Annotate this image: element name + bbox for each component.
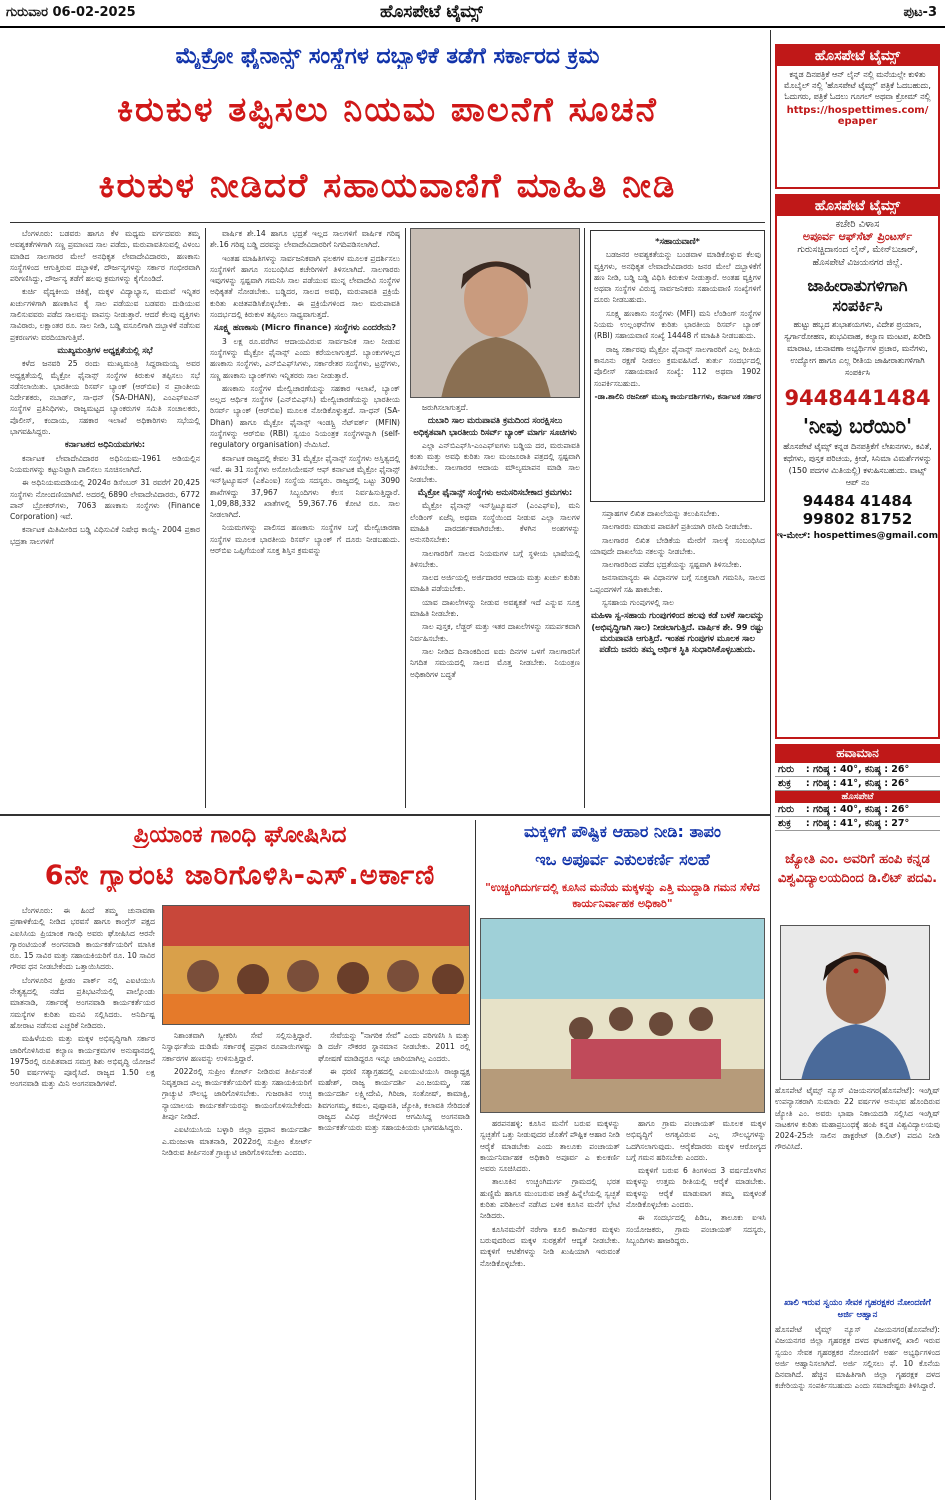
paragraph: 3 ಲಕ್ಷ ರೂ.ವರೆಗಿನ ಆದಾಯವಿರುವ ಸಾರ್ವಜನಿಕ ಸಾಲ ನೀಡುವ ಸಂಸ್ಥೆಗಳನ್ನು ಮೈಕ್ರೋ ಫೈನಾನ್ಸ್ ಎಂದು ಕರೆಯಲಾಗುತ್ತದೆ. ಬ್ಯಾಂಕುಗಳಲ್ಲದ ಹಣಕಾಸು ಸಂಸ್ಥೆಗಳು, ಎನ್‌ಬಿಎಫ್‌ಸಿಗಳು, ಸರ್ಕಾರೇತರ ಸಂಸ್ಥೆಗಳು, ಟ್ರಸ್ಟ್‌ಗಳು, ಸಣ್ಣ ಹಣಕಾಸು ಬ್ಯಾಂಕ್‌ಗಳು ಇನ್ನಿತರರು ಸಾಲ ನೀಡುತ್ತಾರೆ. <box>210 336 400 380</box>
portrait-image <box>411 229 580 398</box>
vacancy-headline: ಖಾಲಿ ಇರುವ ಸ್ವಯಂ ಸೇವಕ ಗೃಹರಕ್ಷಕರ ನೋಂದಣಿಗೆ ಅರ್ಜಿ ಆಹ್ವಾನ <box>784 1298 931 1320</box>
paragraph: ಇಂತಹ ಮಾಹಿತಿಗಳನ್ನು ಸಾರ್ವಜನಿಕವಾಗಿ ಫಲಕಗಳ ಮೂಲಕ ಪ್ರದರ್ಶಿಸಲು ಸಂಸ್ಥೆಗಳಿಗೆ ಹಾಗೂ ಸಂಬಂಧಿಸಿದ ಕಚೇರಿಗಳಿಗೆ ತಿಳಿಸಲಾಗಿದೆ. ಸಾಲಗಾರರು ಇವುಗಳನ್ನು ಸ್ಪಷ್ಟವಾಗಿ ಗಮನಿಸಿ ಸಾಲ ಪಡೆಯುವ ಮುನ್ನ ಲೇವಾದೇವಿ ಸಂಸ್ಥೆಗಳ ಅಧಿಕೃತತೆ ನೋಡಬೇಕು. ಬಡ್ಡಿದರ, ಸಾಲದ ಅವಧಿ, ಮರುಪಾವತಿ ಪ್ರಕ್ರಿಯೆ ಕುರಿತು ಖಚಿತಪಡಿಸಿಕೊಳ್ಳಬೇಕು. ಈ ಪ್ರಕ್ರಿಯೆಗಳಿಂದ ಸಾಲ ಮರುಪಾವತಿ ಸಂದರ್ಭದಲ್ಲಿ ಕಿರುಕುಳ ತಪ್ಪಿಸಲು ಸಾಧ್ಯವಾಗುತ್ತದೆ. <box>210 253 400 320</box>
paragraph: ಮೈಕ್ರೋ ಫೈನಾನ್ಸ್ ಇನ್‌ಸ್ಟಿಟ್ಯೂಷನ್ (ಎಂಎಫ್‌ಐ), ಮನಿ ಲೆಂಡಿಂಗ್ ಏಜೆನ್ಸಿ ಅಥವಾ ಸಂಸ್ಥೆಯಿಂದ ನೀಡುವ ಎಲ್ಲಾ ಸಾಲಗಳ ಮಾಹಿತಿ ಪಾರದರ್ಶಕವಾಗಿರಬೇಕು. ಕೆಳಗಿನ ಅಂಶಗಳನ್ನು ಅನುಸರಿಸಬೇಕು: <box>410 501 580 545</box>
online-box-title: ಹೊಸಪೇಟೆ ಟೈಮ್ಸ್ <box>777 46 938 66</box>
lead-headline-2: ಕಿರುಕುಳ ನೀಡಿದರೆ ಸಹಾಯವಾಣಿಗೆ ಮಾಹಿತಿ ನೀಡಿ <box>98 166 677 206</box>
weather-row <box>775 763 940 777</box>
online-box-text: ಕನ್ನಡ ದಿನಪತ್ರಿಕೆ ಆನ್ ಲೈನ್ ನಲ್ಲಿ ಮನೆಯಲ್ಲೇ ಕುಳಿತು ಮೊಬೈಲ್ ನಲ್ಲಿ 'ಹೊಸಪೇಟೆ ಟೈಮ್ಸ್' ಪತ್ರಿಕೆ ಓದಬಹುದು, ಓದುಗರು, ಪತ್ರಿಕೆ ಓದಲು ಗೂಗಲ್ ಅಥವಾ ಕ್ರೋಮ್ ನಲ್ಲಿ <box>784 70 931 101</box>
paragraph: ಬೆಂಗಳೂರು: ಬಡವರು ಹಾಗೂ ಕೆಳ ಮಧ್ಯಮ ವರ್ಗದವರು ತಮ್ಮ ಅವಶ್ಯಕತೆಗಳಿಗಾಗಿ ಸಣ್ಣ ಪ್ರಮಾಣದ ಸಾಲ ಪಡೆದು, ಮರುಪಾವತಿಸುವಲ್ಲಿ ವಿಳಂಬ ಮಾಡಿದ ಸಾಲಗಾರರ ಮೇಲೆ ಅನಧಿಕೃತ ಲೇವಾದೇವಿದಾರರು, ಹಣಕಾಸು ಸಂಸ್ಥೆಗಳಿಂದ ಆಗುತ್ತಿರುವ ದಬ್ಬಾಳಿಕೆ, ದೌರ್ಜನ್ಯಗಳನ್ನು ಸರ್ಕಾರ ಗಂಭೀರವಾಗಿ ಪರಿಗಣಿಸಿದ್ದು, ದೌರ್ಜನ್ಯ ತಡೆಗೆ ಹಲವು ಕ್ರಮಗಳನ್ನು ಕೈಗೊಂಡಿದೆ. <box>10 229 200 284</box>
page-number: ಪುಟ-3 <box>903 5 937 20</box>
contact-email: ಇ-ಮೇಲ್: hospettimes@gmail.com <box>777 531 938 541</box>
paragraph: ಸಾಲಗಾರರ ಲಿಖಿತ ಬೇಡಿಕೆಯ ಮೇರೆಗೆ ಸಾಲಕ್ಕೆ ಸಂಬಂಧಿಸಿದ ಯಾವುದೇ ದಾಖಲೆಯ ನಕಲನ್ನು ನೀಡಬೇಕು. <box>590 535 765 556</box>
lead-kicker: ಮೈಕ್ರೋ ಫೈನಾನ್ಸ್ ಸಂಸ್ಥೆಗಳ ದಬ್ಬಾಳಿಕೆ ತಡೆಗೆ ಸರ್ಕಾರದ ಕ್ರಮ <box>175 44 600 69</box>
weather-day: ಗುರು <box>775 763 803 777</box>
paragraph: ಎಲ್ಲಾ ಎನ್‌ಬಿಎಫ್‌ಸಿ-ಎಂಎಫ್‌ಐಗಳು ಬಡ್ಡಿಯ ದರ, ಮರುಪಾವತಿ ಕಂತು ಮತ್ತು ಅವಧಿ ಕುರಿತು ಸಾಲ ಮಂಜೂರಾತಿ ಪತ್ರದಲ್ಲಿ ಸ್ಪಷ್ಟವಾಗಿ ತಿಳಿಸಬೇಕು. ಸಾಲಗಾರರ ಆದಾಯ ಮೌಲ್ಯಮಾಪನ ಮಾಡಿ ಸಾಲ ನೀಡಬೇಕು. <box>410 440 580 484</box>
paragraph: ಯಾವ ದಾಖಲೆಗಳನ್ನು ನೀಡುವ ಅವಶ್ಯಕತೆ ಇದೆ ಎನ್ನುವ ಸೂಕ್ತ ಮಾಹಿತಿ ನೀಡಬೇಕು. <box>410 597 580 619</box>
online-edition-box <box>775 44 940 189</box>
write-heading: 'ನೀವು ಬರೆಯಿರಿ' <box>802 414 913 438</box>
protest-image <box>163 906 470 1025</box>
jyothi-text: ಹೊಸಪೇಟೆ ಟೈಮ್ಸ್ ನ್ಯೂಸ್ ವಿಜಯನಗರ(ಹೊಸಪೇಟೆ): ಇಂಗ್ಲಿಷ್ ಉಪನ್ಯಾಸಕರಾಗಿ ಸುಮಾರು 22 ವರ್ಷಗಳ ಅನುಭವ ಹೊಂದಿರುವ ಜ್ಯೋತಿ ಎಂ. ಅವರು ಭಾಷಾ ನಿಕಾಯದಡಿ ಸಲ್ಲಿಸಿದ ಇಂಗ್ಲಿಷ್ ನಾಟಕಗಳ ಕುರಿತು ಮಹಾಪ್ರಬಂಧಕ್ಕೆ ಹಂಪಿ ಕನ್ನಡ ವಿಶ್ವವಿದ್ಯಾಲಯವು 2024-25ನೇ ಸಾಲಿನ ಡಾಕ್ಟರೇಟ್ (ಡಿ.ಲಿಟ್) ಪದವಿ ನೀಡಿ ಗೌರವಿಸಿದೆ. <box>775 1086 940 1152</box>
story3-column-2 <box>626 1118 766 1498</box>
epaper-link[interactable]: epaper <box>837 116 878 127</box>
weather-values: : ಗರಿಷ್ಠ : 40°, ಕನಿಷ್ಠ : 26° <box>803 763 940 777</box>
paragraph: ಮಕ್ಕಳಿಗೆ ಬರುವ 6 ತಿಂಗಳಿಂದ 3 ವರ್ಷದೊಳಗಿನ ಮಕ್ಕಳನ್ನು ಉತ್ತಮ ರೀತಿಯಲ್ಲಿ ಆರೈಕೆ ಮಾಡಬೇಕು. ಮಕ್ಕಳನ್ನು ಆರೈಕೆ ಮಾಡುವಾಗ ತಮ್ಮ ಮಕ್ಕಳಂತೆ ನೋಡಿಕೊಳ್ಳಬೇಕು ಎಂದರು. <box>626 1166 766 1210</box>
paragraph: ಸೂಕ್ಷ್ಮ ಹಣಕಾಸು ಸಂಸ್ಥೆಗಳು (MFI) ಮನಿ ಲೆಂಡಿಂಗ್ ಸಂಸ್ಥೆಗಳ ನಿಯಮ ಉಲ್ಲಂಘನೆಗಳ ಕುರಿತು ಭಾರತೀಯ ರಿಸರ್ವ್ ಬ್ಯಾಂಕ್ (RBI) ಸಹಾಯವಾಣಿ ಸಂಖ್ಯೆ 14448 ಗೆ ಮಾಹಿತಿ ನೀಡಬಹುದು. <box>594 308 761 341</box>
paragraph: ಬೆಂಗಳೂರಿನ ಫ್ರೀಡಂ ಪಾರ್ಕ್ ನಲ್ಲಿ ಎಐಟಿಯುಸಿ ನೇತೃತ್ವದಲ್ಲಿ ನಡೆದ ಪ್ರತಿಭಟನೆಯಲ್ಲಿ ಪಾಲ್ಗೊಂಡು ಮಾತನಾಡಿ, ಸರ್ಕಾರಕ್ಕೆ ಅಂಗನವಾಡಿ ಕಾರ್ಯಕರ್ತೆಯರ ಸಮಸ್ಯೆಗಳ ಕುರಿತು ಮನವಿ ಸಲ್ಲಿಸಿದರು. ಅನಿರ್ದಿಷ್ಟ ಹೋರಾಟ ನಡೆಸುವ ಎಚ್ಚರಿಕೆ ನೀಡಿದರು. <box>10 975 155 1030</box>
paragraph: ರಾಜ್ಯ ಸರ್ಕಾರವು ಮೈಕ್ರೋ ಫೈನಾನ್ಸ್ ಸಾಲಗಾರರಿಗೆ ಎಲ್ಲ ರೀತಿಯ ಕಾನೂನು ರಕ್ಷಣೆ ನೀಡಲು ಕ್ರಮವಹಿಸಿದೆ. ತುರ್ತು ಸಂದರ್ಭದಲ್ಲಿ ಪೊಲೀಸ್ ಸಹಾಯವಾಣಿ ಸಂಖ್ಯೆ: 112 ಅಥವಾ 1902 ಸಂಪರ್ಕಿಸಬಹುದು. <box>594 344 761 388</box>
weather-table-1 <box>775 763 940 791</box>
paragraph: ಹರಪನಹಳ್ಳಿ: ಕೂಸಿನ ಮನೆಗೆ ಬರುವ ಮಕ್ಕಳನ್ನು ಸ್ವಚ್ಛತೆಗೆ ಒತ್ತು ನೀಡುವುದರ ಜೊತೆಗೆ ಪೌಷ್ಟಿಕ ಆಹಾರ ನೀಡಿ ಆರೈಕೆ ಮಾಡಬೇಕು ಎಂದು ತಾಲೂಕು ಪಂಚಾಯತ್ ಕಾರ್ಯನಿರ್ವಾಹಕ ಅಧಿಕಾರಿ ಅಪೂರ್ವ ಎ ಕುಲಕರ್ಣಿ ಅವರು ಸೂಚಿಸಿದರು. <box>480 1119 620 1174</box>
weather-values: : ಗರಿಷ್ಠ : 41°, ಕನಿಷ್ಠ : 27° <box>803 817 940 831</box>
signature: -ಡಾ.ಶಾಲಿನಿ ರಜನೀಶ್ ಮುಖ್ಯ ಕಾರ್ಯದರ್ಶಿಗಳು, ಕರ್ನಾಟಕ ಸರ್ಕಾರ <box>594 391 761 401</box>
paragraph: ಸ್ವಸಹಾಯ ಗುಂಪುಗಳಲ್ಲಿ ಸಾಲ <box>602 598 675 608</box>
paragraph: 2022ರಲ್ಲಿ ಸುಪ್ರೀಂ ಕೋರ್ಟ್ ನೀಡಿರುವ ತೀರ್ಪಿನಂತೆ ನಿವೃತ್ತರಾದ ಎಲ್ಲ ಕಾರ್ಯಕರ್ತೆಯರಿಗೆ ಮತ್ತು ಸಹಾಯಕಿಯರಿಗೆ ಗ್ರಾಚ್ಯುಟಿ ಸೌಲಭ್ಯ ಜಾರಿಗೊಳಿಸಬೇಕು. ಗುಜರಾತಿನ ಉಚ್ಛ ನ್ಯಾಯಾಲಯ ಕಾರ್ಯಕರ್ತೆಯರನ್ನು ಕಾಯಂಗೊಳಿಸಬೇಕೆಂದು ತೀರ್ಪು ನೀಡಿದೆ. <box>162 1066 312 1122</box>
paragraph: ಸಾಲಗಾರರಿಂದ ಪಡೆದ ಭದ್ರತೆಯನ್ನು ಸ್ಪಷ್ಟವಾಗಿ ತಿಳಿಸಬೇಕು. <box>602 560 742 570</box>
weather-row <box>775 817 940 831</box>
paragraph: ಎಐಟಿಯುಸಿಯ ಬಳ್ಳಾರಿ ಜಿಲ್ಲಾ ಪ್ರಧಾನ ಕಾರ್ಯದರ್ಶಿ ಎ.ಮಂಜುಳಾ ಮಾತನಾಡಿ, 2022ರಲ್ಲಿ ಸುಪ್ರೀಂ ಕೋರ್ಟ್ ನೀಡಿರುವ ತೀರ್ಪಿನಂತೆ ಗ್ರಾಚ್ಯುಟಿ ಜಾರಿಗೊಳಿಸಬೇಕು ಎಂದರು. <box>162 1125 312 1157</box>
weather-title: ಹವಾಮಾನ <box>775 744 940 763</box>
subheading: ಕರ್ನಾಟಕದ ಅಧಿನಿಯಮಗಳು: <box>64 439 146 450</box>
ad-box-title: ಹೊಸಪೇಟೆ ಟೈಮ್ಸ್ <box>777 196 938 216</box>
whatsapp-phone-2: 99802 81752 <box>802 510 913 528</box>
paragraph: ಕುರ್ಚಿ ವೈದ್ಯಕೀಯ ಚಿಕಿತ್ಸೆ, ಮಕ್ಕಳ ವಿದ್ಯಾಭ್ಯಾಸ, ಮದುವೆ ಇನ್ನಿತರ ಖರ್ಚುಗಳಿಗಾಗಿ ಹಣಕಾಸಿನ ಕೈ ಸಾಲ ಪಡೆಯುವ ಬಡವರು ದುಡಿಯುವ ಸಾಲಿಸುವವರು ಪಡೆದ ಸಾಲವನ್ನು ವಾಪಸ್ಸು ನೀಡುತ್ತಾರೆ. ಆದರೆ ಕೆಲವು ವ್ಯಕ್ತಿಗಳು ಸಾವಿರಾರು, ಲಕ್ಷಾಂತರ ರೂ. ಸಾಲ ನೀಡಿ, ಬಡ್ಡಿ ವಸೂಲಿಗಾಗಿ ದಬ್ಬಾಳಿಕೆ ನಡೆಸುವ ಪ್ರಕರಣಗಳು ವರದಿಯಾಗುತ್ತಿವೆ. <box>10 287 200 342</box>
weather-table-2 <box>775 803 940 831</box>
paragraph: ಕಳೆದ ಜನವರಿ 25 ರಂದು ಮುಖ್ಯಮಂತ್ರಿ ಸಿದ್ದರಾಮಯ್ಯ ಅವರ ಅಧ್ಯಕ್ಷತೆಯಲ್ಲಿ ಮೈಕ್ರೋ ಫೈನಾನ್ಸ್ ಸಂಸ್ಥೆಗಳ ಕಿರುಕುಳ ತಪ್ಪಿಸಲು ಸಭೆ ನಡೆಸಲಾಯಿತು. ಭಾರತೀಯ ರಿಸರ್ವ್ ಬ್ಯಾಂಕ್ (ಆರ್‌ಬಿಐ) ನ ಪ್ರಾಂತೀಯ ನಿರ್ದೇಶಕರು, ನಬಾರ್ಡ್, ಸಾ-ಧನ್ (SA-DHAN), ಎಂಎಫ್‌ಐಎನ್ ಸಂಸ್ಥೆಗಳ ಪ್ರತಿನಿಧಿಗಳು, ರಾಜ್ಯಮಟ್ಟದ ಬ್ಯಾಂಕರುಗಳ ಸಮಿತಿ ಸಂಚಾಲಕರು, ಪೊಲೀಸ್, ಕಂದಾಯ, ಸಹಕಾರ ಇಲಾಖೆ ಅಧಿಕಾರಿಗಳು ಸಭೆಯಲ್ಲಿ ಭಾಗವಹಿಸಿದ್ದರು. <box>10 359 200 437</box>
story2-column-3 <box>318 1030 470 1495</box>
weather-day: ಶುಕ್ರ <box>775 777 803 791</box>
paragraph: ಸಾಲ ನೀಡಿದ ದಿನಾಂಕದಿಂದ ಐದು ದಿನಗಳ ಒಳಗೆ ಸಾಲಗಾರನಿಗೆ ನಿಗದಿತ ಸಮಯದಲ್ಲಿ ಸಾಲದ ಮೊತ್ತ ನೀಡಬೇಕು. ನಿಯಂತ್ರಣ ಅಧಿಕಾರಿಗಳ ಬದ್ಧತೆ <box>410 646 580 679</box>
subheading: ಮೈಕ್ರೋ ಫೈನಾನ್ಸ್ ಸಂಸ್ಥೆಗಳು ಅನುಸರಿಸಬೇಕಾದ ಕ್ರಮಗಳು: <box>417 487 573 498</box>
paragraph: ಹಣಕಾಸು ಸಂಸ್ಥೆಗಳ ಮೇಲ್ವಿಚಾರಣೆಯನ್ನು ಸಹಕಾರ ಇಲಾಖೆ, ಬ್ಯಾಂಕ್ ಅಲ್ಲದ ಆರ್ಥಿಕ ಸಂಸ್ಥೆಗಳ (ಎನ್‌ಬಿಎಫ್‌ಸಿ) ಮೇಲ್ವಿಚಾರಣೆಯನ್ನು ಭಾರತೀಯ ರಿಸರ್ವ್ ಬ್ಯಾಂಕ್ (ಆರ್‌ಬಿಐ) ಮೂಲಕ ನೋಡಿಕೊಳ್ಳುತ್ತದೆ. ಸಾ-ಧನ್ (SA-Dhan) ಹಾಗೂ ಮೈಕ್ರೋ ಫೈನಾನ್ಸ್ ಇಂಡಸ್ಟ್ರಿ ನೆಟ್‌ವರ್ಕ್ (MFIN) ಸಂಸ್ಥೆಗಳನ್ನು ಆರ್‌ಬಿಐ (RBI) ಸ್ವಯಂ ನಿಯಂತ್ರಕ ಸಂಸ್ಥೆಗಳನ್ನಾಗಿ (self-regulatory organisation) ನೇಮಿಸಿದೆ. <box>210 383 400 450</box>
subheading: ದುಬಾರಿ ಸಾಲ ಮರುಪಾವತಿ ಕ್ರಮದಿಂದ ಸಂರಕ್ಷಿಸಲು ಅಧಿಕೃತವಾಗಿ ಭಾರತೀಯ ರಿಸರ್ವ್ ಬ್ಯಾಂಕ್ ಮಾರ್ಗ ಸೂಚಿಗಳು <box>413 415 577 437</box>
paper-name: ಹೊಸಪೇಟೆ ಟೈಮ್ಸ್ <box>380 2 484 22</box>
paragraph: ಸಾಲದ ಅರ್ಜಿಯಲ್ಲಿ ಅರ್ಜಿದಾರರ ಆದಾಯ ಮತ್ತು ಖರ್ಚು ಕುರಿತು ಮಾಹಿತಿ ಪಡೆಯಬೇಕು. <box>410 573 580 594</box>
lead-column-4 <box>590 508 765 808</box>
write-text: ಹೊಸಪೇಟೆ ಟೈಮ್ಸ್ ಕನ್ನಡ ದಿನಪತ್ರಿಕೆಗೆ ಲೇಖನಗಳು, ಕವಿತೆ, ಕಥೆಗಳು, ಪುಸ್ತಕ ಪರಿಚಯ, ಕ್ರೀಡೆ, ಸಿನಿಮಾ ವಿಮರ್ಶೆಗಳನ್ನು (150 ಪದಗಳ ಮಿತಿಯಲ್ಲಿ) ಕಳುಹಿಸಬಹುದು. ವಾಟ್ಸ್ ಆಪ್ ನಂ <box>783 442 932 487</box>
official-photo <box>410 228 580 398</box>
subheading: ಸೂಕ್ಷ್ಮ ಹಣಕಾಸು (Micro finance) ಸಂಸ್ಥೆಗಳು ಎಂದರೇನು? <box>213 322 397 333</box>
story2-headline-2: 6ನೇ ಗ್ಯಾರಂಟಿ ಜಾರಿಗೊಳಿಸಿ-ಎಸ್.ಅರ್ಕಾಣಿ <box>44 860 436 891</box>
contact-heading: ಸಂಪರ್ಕಿಸಿ <box>832 296 883 315</box>
lead-headline-1: ಕಿರುಕುಳ ತಪ್ಪಿಸಲು ನಿಯಮ ಪಾಲನೆಗೆ ಸೂಚನೆ <box>117 90 658 130</box>
helpline-box <box>590 230 765 502</box>
website-link[interactable]: https://hospettimes.com/ <box>786 105 929 116</box>
protest-photo <box>162 905 470 1025</box>
creche-photo <box>480 918 765 1113</box>
subheading: *ಸಹಾಯವಾಣಿ* <box>655 236 700 246</box>
lead-column-3 <box>410 402 580 808</box>
masthead <box>0 0 945 28</box>
printers-name: ಅಪೂರ್ವ ಆಫ್‌ಸೆಟ್ ಪ್ರಿಂಟರ್ಸ್ <box>802 230 913 243</box>
whatsapp-phone-1: 94484 41484 <box>802 492 913 510</box>
paragraph: ಸಪ್ತಾಹಗಳ ಲಿಖಿತ ದಾಖಲೆಯನ್ನು ತಲುಪಿಸಬೇಕು. <box>602 509 720 518</box>
story2-column-1 <box>10 905 155 1495</box>
story3-subhead: "ಉಚ್ಚಂಗಿದುರ್ಗದಲ್ಲಿ ಕೂಸಿನ ಮನೆಯ ಮಕ್ಕಳನ್ನು ಎತ್ತಿ ಮುದ್ದಾಡಿ ಗಮನ ಸೆಳೆದ ಕಾರ್ಯನಿರ್ವಾಹಕ ಅಧಿಕಾರಿ" <box>485 881 760 910</box>
paragraph: ಈ ಅಧಿನಿಯಮದಡಿಯಲ್ಲಿ 2024ರ ಡಿಸೆಂಬರ್ 31 ರವರೆಗೆ 20,425 ಸಂಸ್ಥೆಗಳು ನೋಂದಣಿಯಾಗಿವೆ. ಅದರಲ್ಲಿ 6890 ಲೇವಾದೇವಿದಾರರು, 6772 ಪಾನ್ ಬ್ರೋಕರ್‌ಗಳು, 7063 ಹಣಕಾಸು ಸಂಸ್ಥೆಗಳು (Finance Corporation) ಇವೆ. <box>10 478 200 522</box>
vacancy-text: ಹೊಸಪೇಟೆ ಟೈಮ್ಸ್ ನ್ಯೂಸ್ ವಿಜಯನಗರ(ಹೊಸಪೇಟೆ): ವಿಜಯನಗರ ಜಿಲ್ಲಾ ಗೃಹರಕ್ಷಕ ದಳದ ಘಟಕಗಳಲ್ಲಿ ಖಾಲಿ ಇರುವ ಸ್ವಯಂ ಸೇವಕ ಗೃಹರಕ್ಷಕರ ನೋಂದಣಿಗೆ ಅರ್ಹ ಅಭ್ಯರ್ಥಿಗಳಿಂದ ಅರ್ಜಿ ಆಹ್ವಾನಿಸಲಾಗಿದೆ. ಅರ್ಜಿ ಸಲ್ಲಿಸಲು ಫೆ. 10 ಕೊನೆಯ ದಿನವಾಗಿದೆ. ಹೆಚ್ಚಿನ ಮಾಹಿತಿಗಾಗಿ ಜಿಲ್ಲಾ ಗೃಹರಕ್ಷಕ ದಳದ ಕಚೇರಿಯನ್ನು ಸಂಪರ್ಕಿಸಬಹುದು ಎಂದು ಸಮಾದೇಷ್ಟರು ತಿಳಿಸಿದ್ದಾರೆ. <box>775 1325 940 1391</box>
ad-contact-box <box>775 194 940 739</box>
paragraph: ಈ ಸಂದರ್ಭದಲ್ಲಿ ಪಿಡಿಒ, ತಾಲೂಕು ಐಇಸಿ ಸಂಯೋಜಕರು, ಗ್ರಾಮ ಪಂಚಾಯತ್ ಸದಸ್ಯರು, ಸಿಬ್ಬಂದಿಗಳು ಹಾಜರಿದ್ದರು. <box>626 1213 766 1245</box>
office-label: ಕಚೇರಿ ವಿಳಾಸ <box>835 219 880 230</box>
paragraph: ಸೇವೆಯನ್ನು "ನಾಗರಿಕ ಸೇವೆ" ಎಂದು ಪರಿಗಣಿಸಿ ಸಿ ಮತ್ತು ಡಿ ದರ್ಜೆ ನೌಕರರ ಸ್ಥಾನಮಾನ ನೀಡಬೇಕು. 2011 ರಲ್ಲಿ ಘೋಷಣೆ ಮಾಡಿದ್ದರೂ ಇನ್ನೂ ಜಾರಿಯಾಗಿಲ್ಲ ಎಂದರು. <box>318 1031 470 1063</box>
paragraph: ಬೆಂಗಳೂರು: ಈ ಹಿಂದೆ ತಮ್ಮ ಚುನಾವಣಾ ಪ್ರಣಾಳಿಕೆಯಲ್ಲಿ ನೀಡಿದ ಭರವಸೆ ಹಾಗೂ ಕಾಂಗ್ರೆಸ್ ಪಕ್ಷದ ಎಐಸಿಸಿಯ ಪ್ರಿಯಾಂಕ ಗಾಂಧಿ ಅವರು ಘೋಷಿಸಿದ ಆರನೇ ಗ್ಯಾರಂಟಿಯಂತೆ ಅಂಗನವಾಡಿ ಕಾರ್ಯಕರ್ತೆಯರಿಗೆ ಮಾಸಿಕ ರೂ. 15 ಸಾವಿರ ಮತ್ತು ಸಹಾಯಕಿಯರಿಗೆ ರೂ. 10 ಸಾವಿರ ಗೌರವ ಧನ ನೀಡಬೇಕೆಂದು ಒತ್ತಾಯಿಸಿದರು. <box>10 906 155 972</box>
paragraph: ಕರ್ನಾಟಕ ಮಿತಿಮೀರಿದ ಬಡ್ಡಿ ವಿಧಿಸುವಿಕೆ ನಿಷೇಧ ಕಾಯ್ದೆ- 2004 ಪ್ರಕಾರ ಭದ್ರತಾ ಸಾಲಗಳಿಗೆ <box>10 525 200 546</box>
weather-row <box>775 803 940 817</box>
paragraph: ನಿಶಾಂತವಾಗಿ ಸ್ವೀಕರಿಸಿ ಸೇವೆ ಸಲ್ಲಿಸುತ್ತಿದ್ದಾರೆ. ನಿಸ್ವಾರ್ಥತೆಯ ದುಡಿಮೆ ಸರ್ಕಾರಕ್ಕೆ ಪ್ರಧಾನ ರೂಪಾಯಿಗಳಷ್ಟು ಸರ್ಕಾರಗಳ ಹಣವನ್ನು ಉಳಿಸುತ್ತಿದ್ದಾರೆ. <box>162 1031 312 1063</box>
paragraph: ಜನಸಾಮಾನ್ಯರು ಈ ವಿಧಾನಗಳ ಬಗ್ಗೆ ಸೂಕ್ತವಾಗಿ ಗಮನಿಸಿ, ಸಾಲದ ಒಪ್ಪಂದಗಳಿಗೆ ಸಹಿ ಹಾಕಬೇಕು. <box>590 573 765 594</box>
weather-values: : ಗರಿಷ್ಠ : 41°, ಕನಿಷ್ಠ : 26° <box>803 777 940 791</box>
jyothi-photo <box>780 925 930 1080</box>
paragraph: ಕರ್ನಾಟಕ ಲೇವಾದೇವಿದಾರರ ಅಧಿನಿಯಮ-1961 ಅಡಿಯಲ್ಲಿನ ನಿಯಮಗಳನ್ನು ಕಟ್ಟುನಿಟ್ಟಾಗಿ ಪಾಲಿಸಲು ಸೂಚಿಸಲಾಗಿದೆ. <box>10 453 200 474</box>
weather-title-2: ಹೊಸಪೇಟೆ <box>775 791 940 803</box>
subheading: ಮಹಿಳಾ ಸ್ವ-ಸಹಾಯ ಗುಂಪುಗಳಿಂದ ಹಲವು ಕಡೆ ಬಳಕೆ ಸಾಲವನ್ನು (ಅಭಿವೃದ್ಧಿಗಾಗಿ ಸಾಲ) ನೀಡಲಾಗುತ್ತಿದೆ. ವಾರ್ಷಿಕ ಶೇ. 99 ರಷ್ಟು ಮರುಪಾವತಿ ಆಗುತ್ತಿದೆ. ಇಂತಹ ಗುಂಪುಗಳ ಮೂಲಕ ಸಾಲ ಪಡೆದು ಜನರು ತಮ್ಮ ಆರ್ಥಿಕ ಸ್ಥಿತಿ ಸುಧಾರಿಸಿಕೊಳ್ಳಬಹುದು. <box>590 610 765 655</box>
story2-column-2 <box>162 1030 312 1495</box>
paragraph: ಕರ್ನಾಟಕ ರಾಜ್ಯದಲ್ಲಿ ಕೇವಲ 31 ಮೈಕ್ರೋ ಫೈನಾನ್ಸ್ ಸಂಸ್ಥೆಗಳು ಅಸ್ತಿತ್ವದಲ್ಲಿ ಇವೆ. ಈ 31 ಸಂಸ್ಥೆಗಳು ಅಸೋಸಿಯೇಷನ್ ಆಫ್ ಕರ್ನಾಟಕ ಮೈಕ್ರೋ ಫೈನಾನ್ಸ್ ಇನ್‌ಸ್ಟಿಟ್ಯೂಷನ್ (ಎಕೆಎಂಐ) ಸಂಸ್ಥೆಯ ಸದಸ್ಯರು. ರಾಜ್ಯದಲ್ಲಿ ಒಟ್ಟು 3090 ಶಾಖೆಗಳಿದ್ದು 37,967 ಸಿಬ್ಬಂದಿಗಳು ಕೆಲಸ ನಿರ್ವಹಿಸುತ್ತಿದ್ದಾರೆ. 1,09,88,332 ಖಾತೆಗಳಲ್ಲಿ 59,367.76 ಕೋಟಿ ರೂ. ಸಾಲ ನೀಡಲಾಗಿದೆ. <box>210 453 400 520</box>
subheading: ಮುಖ್ಯಮಂತ್ರಿಗಳ ಅಧ್ಯಕ್ಷತೆಯಲ್ಲಿ ಸಭೆ <box>57 344 153 355</box>
paragraph: ಸಾಲಗಾರರಿಗೆ ಸಾಲದ ನಿಯಮಗಳ ಬಗ್ಗೆ ಸ್ಥಳೀಯ ಭಾಷೆಯಲ್ಲಿ ತಿಳಿಸಬೇಕು. <box>410 548 580 569</box>
paragraph: ಸಾಲ ಪುಸ್ತಕ, ಲೆಡ್ಜರ್ ಮತ್ತು ಇತರ ದಾಖಲೆಗಳನ್ನು ಸಮರ್ಪಕವಾಗಿ ನಿರ್ವಹಿಸಬೇಕು. <box>410 622 580 643</box>
creche-image <box>481 919 765 1113</box>
issue-date: ಗುರುವಾರ 06-02-2025 <box>6 5 136 20</box>
lead-column-2 <box>210 228 400 808</box>
paragraph: ಹಾಗೂ ಗ್ರಾಮ ಪಂಚಾಯತ್ ಮೂಲಕ ಮಕ್ಕಳ ಅಭಿವೃದ್ಧಿಗೆ ಅಗತ್ಯವಿರುವ ಎಲ್ಲ ಸೌಲಭ್ಯಗಳನ್ನು ಒದಗಿಸಲಾಗುವುದು. ಆರೈಕೆದಾರರು ಮಕ್ಕಳ ಆರೋಗ್ಯದ ಬಗ್ಗೆ ಗಮನ ಹರಿಸಬೇಕು ಎಂದರು. <box>626 1119 766 1162</box>
lead-column-1 <box>10 228 200 808</box>
weather-day: ಗುರು <box>775 803 803 817</box>
story3-headline-1: ಮಕ್ಕಳಿಗೆ ಪೌಷ್ಟಿಕ ಆಹಾರ ನೀಡಿ: ತಾಪಂ <box>524 822 721 841</box>
paragraph: ಸಾಲಗಾರರು ಮಾಡುವ ಪಾವತಿಗೆ ಪ್ರತಿಯಾಗಿ ರಸೀದಿ ನೀಡಬೇಕು. <box>602 522 753 532</box>
jyothi-headline: ಜ್ಯೋತಿ ಎಂ. ಅವರಿಗೆ ಹಂಪಿ ಕನ್ನಡ ವಿಶ್ವವಿದ್ಯಾಲಯದಿಂದ ಡಿ.ಲಿಟ್ ಪದವಿ. <box>777 852 938 886</box>
paragraph: ಈ ಧರಣಿ ಸತ್ಯಾಗ್ರಹದಲ್ಲಿ ಎಐಯುಟಿಯುಸಿ ರಾಜ್ಯಾಧ್ಯಕ್ಷ ಮಹೇಶ್, ರಾಜ್ಯ ಕಾರ್ಯದರ್ಶಿ ಎಂ.ಜಯಮ್ಮ, ಸಹ ಕಾರ್ಯದರ್ಶಿ ಲಕ್ಷ್ಮೀದೇವಿ, ಗಿರಿಜಾ, ಸಂತೋಷ್, ಕಾಮಾಕ್ಷಿ, ಶಿವಗಂಗಮ್ಮ, ಕಮಲ, ಪುಷ್ಪಾವತಿ, ಜ್ಯೋತಿ, ಕಲಾವತಿ ಸೇರಿದಂತೆ ರಾಜ್ಯದ ವಿವಿಧ ಜಿಲ್ಲೆಗಳಿಂದ ಆಗಮಿಸಿದ್ದ ಅಂಗನವಾಡಿ ಕಾರ್ಯಕರ್ತೆಯರು ಮತ್ತು ಸಹಾಯಕಿಯರು ಭಾಗವಹಿಸಿದ್ದರು. <box>318 1066 470 1133</box>
weather-box <box>775 744 940 836</box>
weather-row <box>775 777 940 791</box>
paragraph: ಬಡಜನರ ಅವಶ್ಯಕತೆಯನ್ನು ಬಂಡವಾಳ ಮಾಡಿಕೊಳ್ಳುವ ಕೆಲವು ವ್ಯಕ್ತಿಗಳು, ಅನಧಿಕೃತ ಲೇವಾದೇವಿದಾರರು ಜನರ ಮೇಲೆ ದಬ್ಬಾಳಿಕೆಗೆ ಹಣ ನೀಡಿ, ಬಡ್ಡಿ ಬಡ್ಡಿ ವಿಧಿಸಿ ಕಿರುಕುಳ ನೀಡುತ್ತಾರೆ. ಅಂತಹ ವ್ಯಕ್ತಿಗಳ ಅಥವಾ ಸಂಸ್ಥೆಗಳ ವಿರುದ್ಧ ಸಾರ್ವಜನಿಕರು ಸಹಾಯವಾಣಿ ಸಂಖ್ಯೆಗಳಿಗೆ ದೂರು ನೀಡಬಹುದು. <box>594 250 761 305</box>
paragraph: ನಿಯಮಗಳನ್ನು ಪಾಲಿಸದ ಹಣಕಾಸು ಸಂಸ್ಥೆಗಳ ಬಗ್ಗೆ ಮೇಲ್ವಿಚಾರಣಾ ಸಂಸ್ಥೆಗಳ ಮೂಲಕ ಭಾರತೀಯ ರಿಸರ್ವ್ ಬ್ಯಾಂಕ್ ಗೆ ದೂರು ನೀಡಬಹುದು. ಆರ್‌ಬಿಐ ಒಪ್ಪಿಗೆಯಂತೆ ಸೂಕ್ತ ಶಿಸ್ತಿನ ಕ್ರಮವನ್ನು <box>210 523 400 556</box>
paragraph: ಜರುಗಿಸಲಾಗುತ್ತದೆ. <box>422 403 469 412</box>
paragraph: ಮಹಿಳೆಯರು ಮತ್ತು ಮಕ್ಕಳ ಅಭಿವೃದ್ಧಿಗಾಗಿ ಸರ್ಕಾರ ಜಾರಿಗೊಳಿಸಿರುವ ಕಲ್ಯಾಣ ಕಾರ್ಯಕ್ರಮಗಳ ಅನುಷ್ಠಾನದಲ್ಲಿ 1975ರಲ್ಲಿ ರೂಪಿತವಾದ ಸಮಗ್ರ ಶಿಶು ಅಭಿವೃದ್ಧಿ ಯೋಜನೆ 50 ವರ್ಷಗಳನ್ನು ಪೂರೈಸಿದೆ. ರಾಜ್ಯದ 1.50 ಲಕ್ಷ ಅಂಗನವಾಡಿ ಮತ್ತು ಮಿನಿ ಅಂಗನವಾಡಿಗಳಿವೆ. <box>10 1034 155 1089</box>
story3-column-1 <box>480 1118 620 1498</box>
ads-list: ಹುಟ್ಟು ಹಬ್ಬದ ಶುಭಾಶಯಗಳು, ವಿದೇಶ ಪ್ರಯಾಣ, ಸ್ವರ್ಗಾರೋಹಣ, ಶುಭವಿವಾಹ, ಕಲ್ಯಾಣ ಮಂಟಪ, ಖರೀದಿ ಮಾರಾಟ, ಚುನಾವಣಾ ಅಭ್ಯರ್ಥಿಗಳ ಪ್ರಚಾರ, ಮನೆಗಳು, ಉದ್ಯೋಗ ಹಾಗೂ ಎಲ್ಲ ರೀತಿಯ ಜಾಹೀರಾತುಗಳಿಗಾಗಿ ಸಂಪರ್ಕಿಸಿ <box>784 320 931 377</box>
paragraph: ವಾರ್ಷಿಕ ಶೇ.14 ಹಾಗೂ ಭದ್ರತೆ ಇಲ್ಲದ ಸಾಲಗಳಿಗೆ ವಾರ್ಷಿಕ ಗರಿಷ್ಠ ಶೇ.16 ಗರಿಷ್ಠ ಬಡ್ಡಿ ದರವನ್ನು ಲೇವಾದೇವಿದಾರರಿಗೆ ನಿಗದಿಪಡಿಸಲಾಗಿದೆ. <box>210 229 400 250</box>
paragraph: ತಾಲೂಕಿನ ಉಚ್ಚಂಗಿದುರ್ಗ ಗ್ರಾಮದಲ್ಲಿ ಭರತ ಹುಣ್ಣಿಮೆ ಹಾಗೂ ಮುಂಬರುವ ಜಾತ್ರೆ ಹಿನ್ನೆಲೆಯಲ್ಲಿ ಸ್ವಚ್ಛತೆ ಕುರಿತು ಪರಿಶೀಲನೆ ನಡೆಸಿದ ಬಳಿಕ ಕೂಸಿನ ಮನೆಗೆ ಭೇಟಿ ನೀಡಿದರು. <box>480 1177 620 1221</box>
paragraph: ಕೂಸಿನಮನೆಗೆ ನರೇಗಾ ಕೂಲಿ ಕಾರ್ಮಿಕರ ಮಕ್ಕಳು ಬರುವುದರಿಂದ ಮಕ್ಕಳ ಸುರಕ್ಷತೆಗೆ ಆದ್ಯತೆ ನೀಡಬೇಕು. ಮಕ್ಕಳಿಗೆ ಆಟಿಕೆಗಳನ್ನು ನೀಡಿ ಖುಷಿಯಾಗಿ ಇರುವಂತೆ ನೋಡಿಕೊಳ್ಳಬೇಕು. <box>480 1224 620 1268</box>
ads-heading: ಜಾಹೀರಾತುಗಳಿಗಾಗಿ <box>807 276 908 295</box>
story2-headline-1: ಪ್ರಿಯಾಂಕ ಗಾಂಧಿ ಘೋಷಿಸಿದ <box>133 822 347 848</box>
ads-phone: 9448441484 <box>784 386 931 410</box>
jyothi-image <box>781 926 930 1080</box>
office-address: ಗುರುಸಚ್ಚಿದಾನಂದ ಲೈನ್, ಮೇನ್‌ಬಜಾರ್, ಹೊಸಪೇಟೆ ವಿಜಯನಗರ ಜಿಲ್ಲೆ. <box>797 245 918 268</box>
weather-day: ಶುಕ್ರ <box>775 817 803 831</box>
weather-values: : ಗರಿಷ್ಠ : 40°, ಕನಿಷ್ಠ : 26° <box>803 803 940 817</box>
story3-headline-2: ಇಒ ಅಪೂರ್ವ ಎಕುಲಕರ್ಣಿ ಸಲಹೆ <box>535 850 710 869</box>
